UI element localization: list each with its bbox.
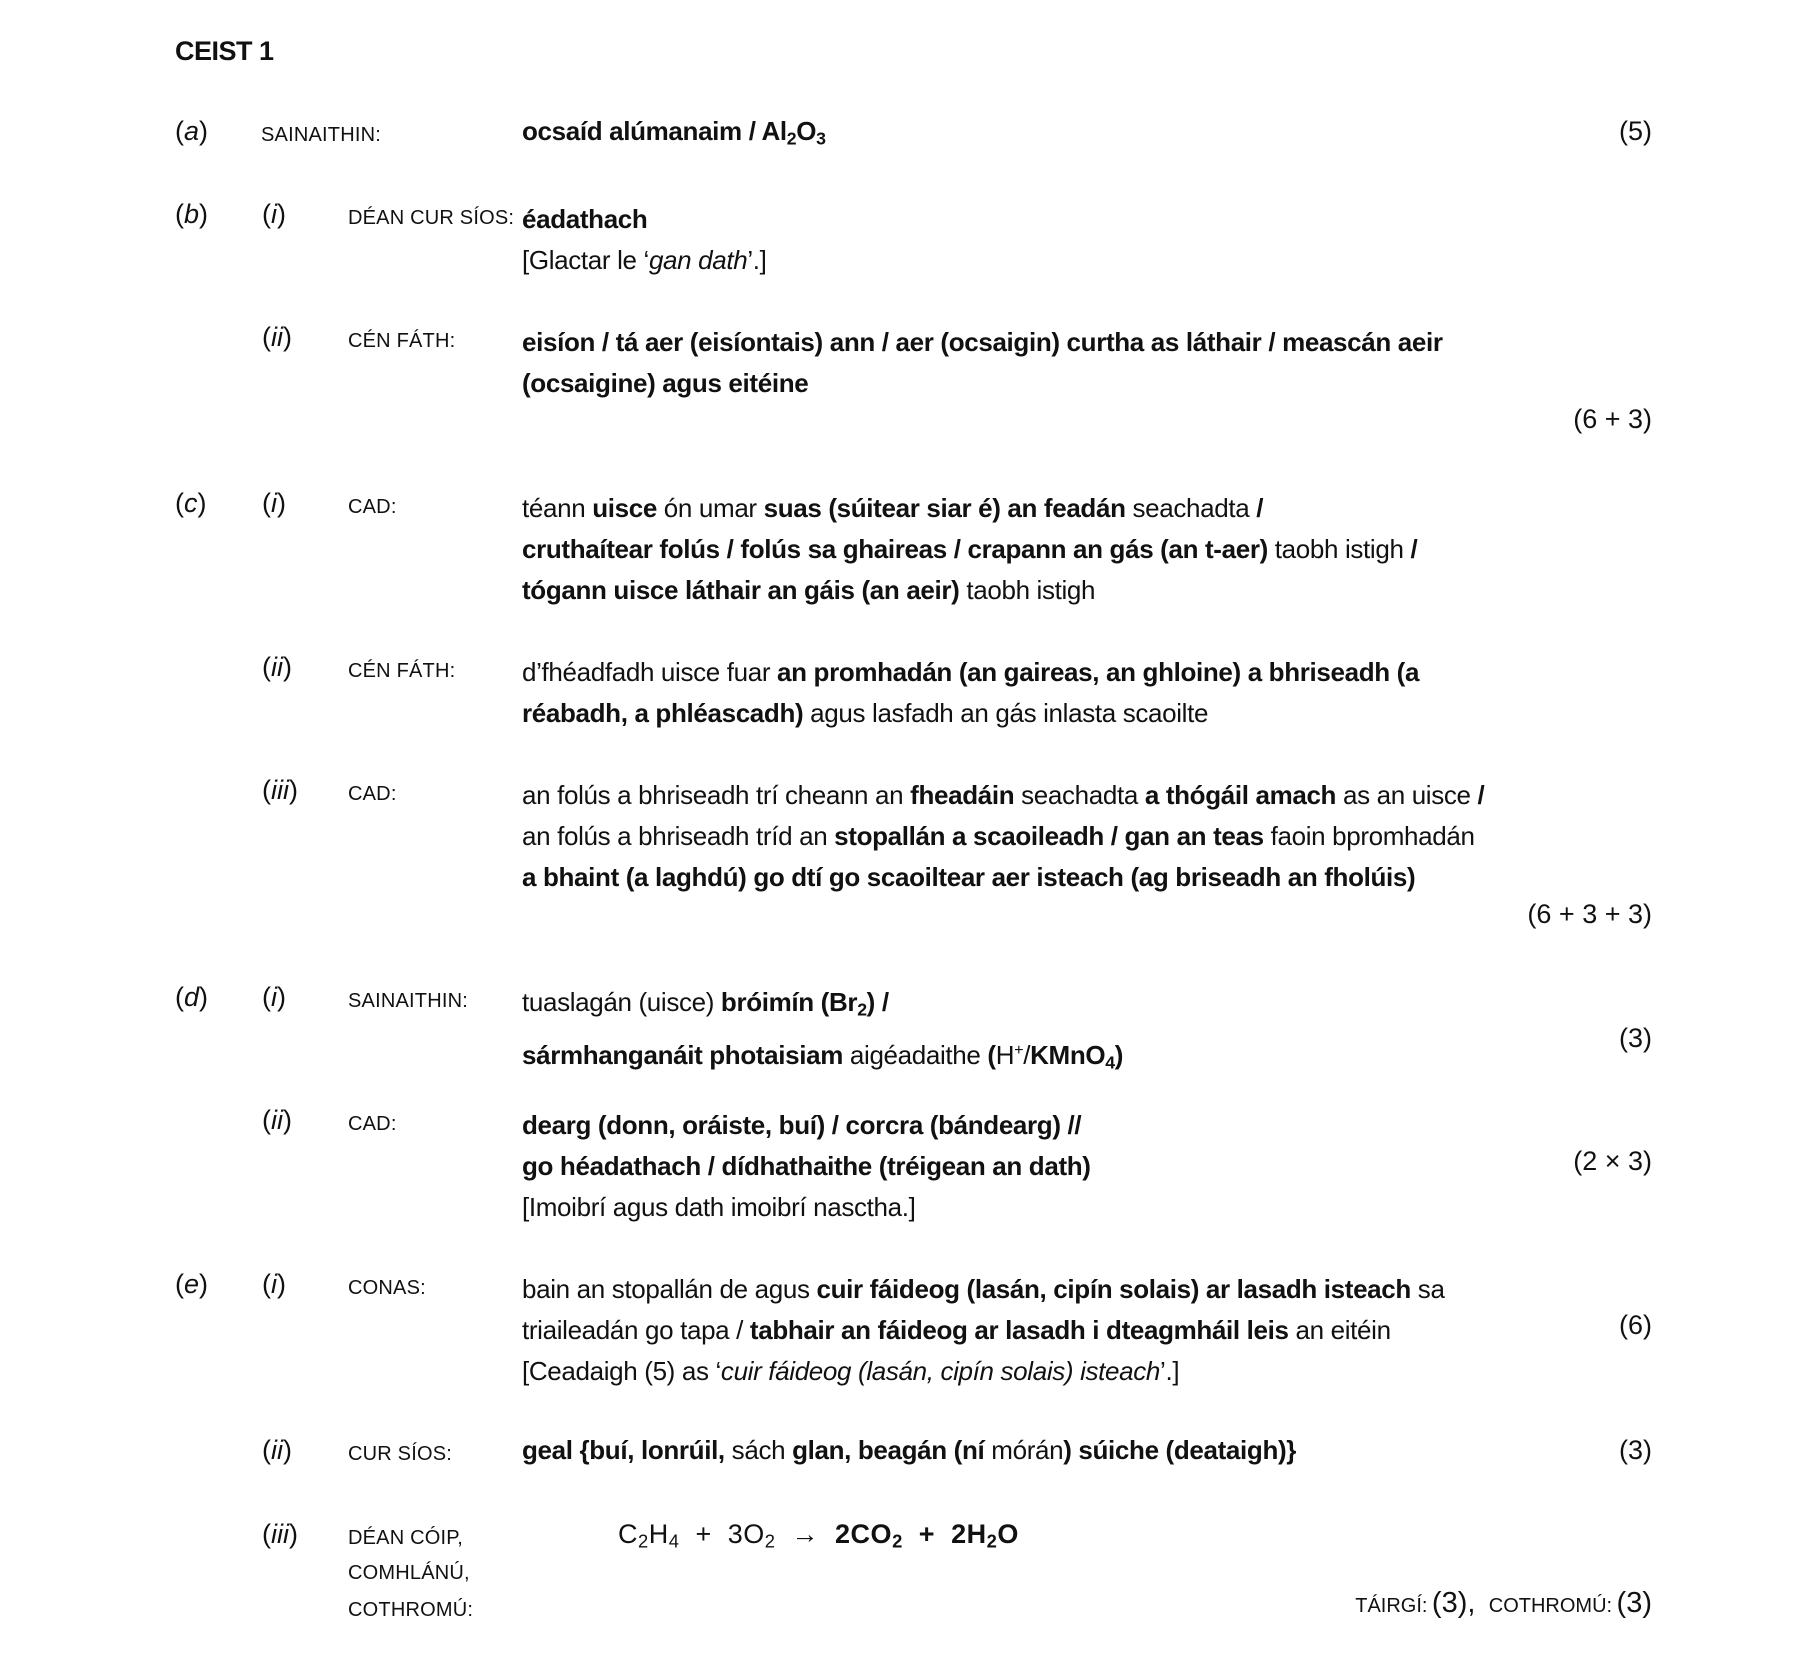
instruction-describe: CUR SÍOS: xyxy=(348,1443,453,1465)
marks-c: (6 + 3 + 3) xyxy=(1527,899,1652,929)
answer-c-i xyxy=(522,488,1417,611)
marks-b: (6 + 3) xyxy=(1573,404,1652,434)
balance-marks: (3) xyxy=(1616,1587,1652,1619)
subpart-label-e-ii: (ii) xyxy=(262,1435,292,1465)
answer-line: téann uisce ón umar suas (súitear siar é) an feadán seachadta / xyxy=(522,493,1264,523)
answer-b-ii xyxy=(522,322,1443,404)
answer-line: go héadathach / dídhathaithe (tréigean an dath) xyxy=(522,1151,1091,1181)
answer-b-i xyxy=(522,199,767,281)
answer-c-iii xyxy=(522,775,1484,898)
subpart-label-e-i: (i) xyxy=(262,1269,286,1299)
marks-a: (5) xyxy=(1619,116,1652,146)
balance-label: COTHROMÚ: xyxy=(1488,1595,1613,1617)
answer-line: d’fhéadfadh uisce fuar an promhadán (an gaireas, an ghloine) a bhriseadh (a xyxy=(522,657,1420,687)
answer-line: bain an stopallán de agus cuir fáideog (lasán, cipín solais) ar lasadh isteach sa xyxy=(522,1274,1445,1304)
part-label-c: (c) xyxy=(175,488,207,518)
subpart-label-d-ii: (ii) xyxy=(262,1105,292,1135)
subpart-label-c-i: (i) xyxy=(262,488,286,518)
part-label-e: (e) xyxy=(175,1269,209,1299)
subpart-label-b-ii: (ii) xyxy=(262,322,292,352)
answer-line: an folús a bhriseadh trí cheann an fheadáin seachadta a thógáil amach as an uisce / xyxy=(522,780,1485,810)
answer-c-ii xyxy=(522,652,1419,734)
answer-line: tuaslagán (uisce) bróimín (Br2) / xyxy=(522,987,889,1020)
answer-line: tógann uisce láthair an gáis (an aeir) taobh istigh xyxy=(522,575,1096,605)
answer-line: triaileadán go tapa / tabhair an fáideog ar lasadh i dteagmháil leis an eitéin xyxy=(522,1315,1391,1345)
part-label-b: (b) xyxy=(175,199,209,229)
answer-line: ocsaíd alúmanaim / Al2O3 xyxy=(522,116,826,149)
instruction-why: CÉN FÁTH: xyxy=(348,660,456,682)
answer-e-ii xyxy=(522,1435,1296,1466)
subpart-label-c-iii: (iii) xyxy=(262,775,298,805)
subpart-label-d-i: (i) xyxy=(262,982,286,1012)
answer-line: [Imoibrí agus dath imoibrí nasctha.] xyxy=(522,1192,916,1222)
marks-d-i: (3) xyxy=(1619,1023,1652,1053)
subpart-label-e-iii: (iii) xyxy=(262,1519,298,1549)
answer-line: éadathach xyxy=(522,204,648,234)
instruction-copy: DÉAN CÓIP, xyxy=(348,1527,463,1549)
answer-line: eisíon / tá aer (eisíontais) ann / aer (ocsaigin) curtha as láthair / meascán aeir xyxy=(522,327,1443,357)
answer-line: [Ceadaigh (5) as ‘cuir fáideog (lasán, cipín solais) isteach’.] xyxy=(522,1356,1180,1386)
instruction-identify: SAINAITHIN: xyxy=(348,990,468,1012)
instruction-what: CAD: xyxy=(348,1113,397,1135)
products-label: TÁIRGÍ: xyxy=(1355,1595,1428,1617)
answer-d-i xyxy=(522,982,1123,1084)
subpart-label-b-i: (i) xyxy=(262,199,286,229)
marks-e-ii: (3) xyxy=(1619,1435,1652,1465)
products-marks: (3), xyxy=(1431,1587,1476,1619)
subpart-label-c-ii: (ii) xyxy=(262,652,292,682)
instruction-balance: COTHROMÚ: xyxy=(348,1599,474,1621)
reaction-arrow: → xyxy=(791,1519,820,1549)
instruction-identify: SAINAITHIN: xyxy=(261,124,381,146)
instruction-what: CAD: xyxy=(348,783,397,805)
part-label-a: (a) xyxy=(175,116,209,146)
answer-line: sármhanganáit photaisiam aigéadaithe (H+/KMnO4) xyxy=(522,1040,1124,1073)
answer-a xyxy=(522,116,826,149)
answer-line: an folús a bhriseadh tríd an stopallán a scaoileadh / gan an teas faoin bpromhadán xyxy=(522,821,1475,851)
instruction-describe: DÉAN CUR SÍOS: xyxy=(348,207,515,229)
part-label-d: (d) xyxy=(175,982,209,1012)
answer-line: dearg (donn, oráiste, buí) / corcra (bándearg) // xyxy=(522,1110,1082,1140)
instruction-what: CAD: xyxy=(348,496,397,518)
answer-line: [Glactar le ‘gan dath’.] xyxy=(522,245,767,275)
instruction-how: CONAS: xyxy=(348,1277,426,1299)
instruction-why: CÉN FÁTH: xyxy=(348,330,456,352)
question-title: CEIST 1 xyxy=(175,36,274,66)
answer-line: geal {buí, lonrúil, sách glan, beagán (ní mórán) súiche (deataigh)} xyxy=(522,1435,1297,1465)
marks-d-ii: (2 × 3) xyxy=(1573,1146,1652,1176)
chemical-equation: $C_2H_4 + 3O_2 \to 2CO_2 + 2H_2O$ xyxy=(618,1519,1019,1552)
marks-e-iii xyxy=(1355,1587,1652,1620)
answer-e-i xyxy=(522,1269,1445,1392)
marks-e-i: (6) xyxy=(1619,1310,1652,1340)
answer-d-ii xyxy=(522,1105,1091,1228)
instruction-complete: COMHLÁNÚ, xyxy=(348,1562,470,1584)
answer-line: (ocsaigine) agus eitéine xyxy=(522,368,809,398)
answer-line: réabadh, a phléascadh) agus lasfadh an gás inlasta scaoilte xyxy=(522,698,1209,728)
answer-line: a bhaint (a laghdú) go dtí go scaoiltear aer isteach (ag briseadh an fholúis) xyxy=(522,862,1416,892)
answer-line: cruthaítear folús / folús sa ghaireas / crapann an gás (an t-aer) taobh istigh / xyxy=(522,534,1418,564)
